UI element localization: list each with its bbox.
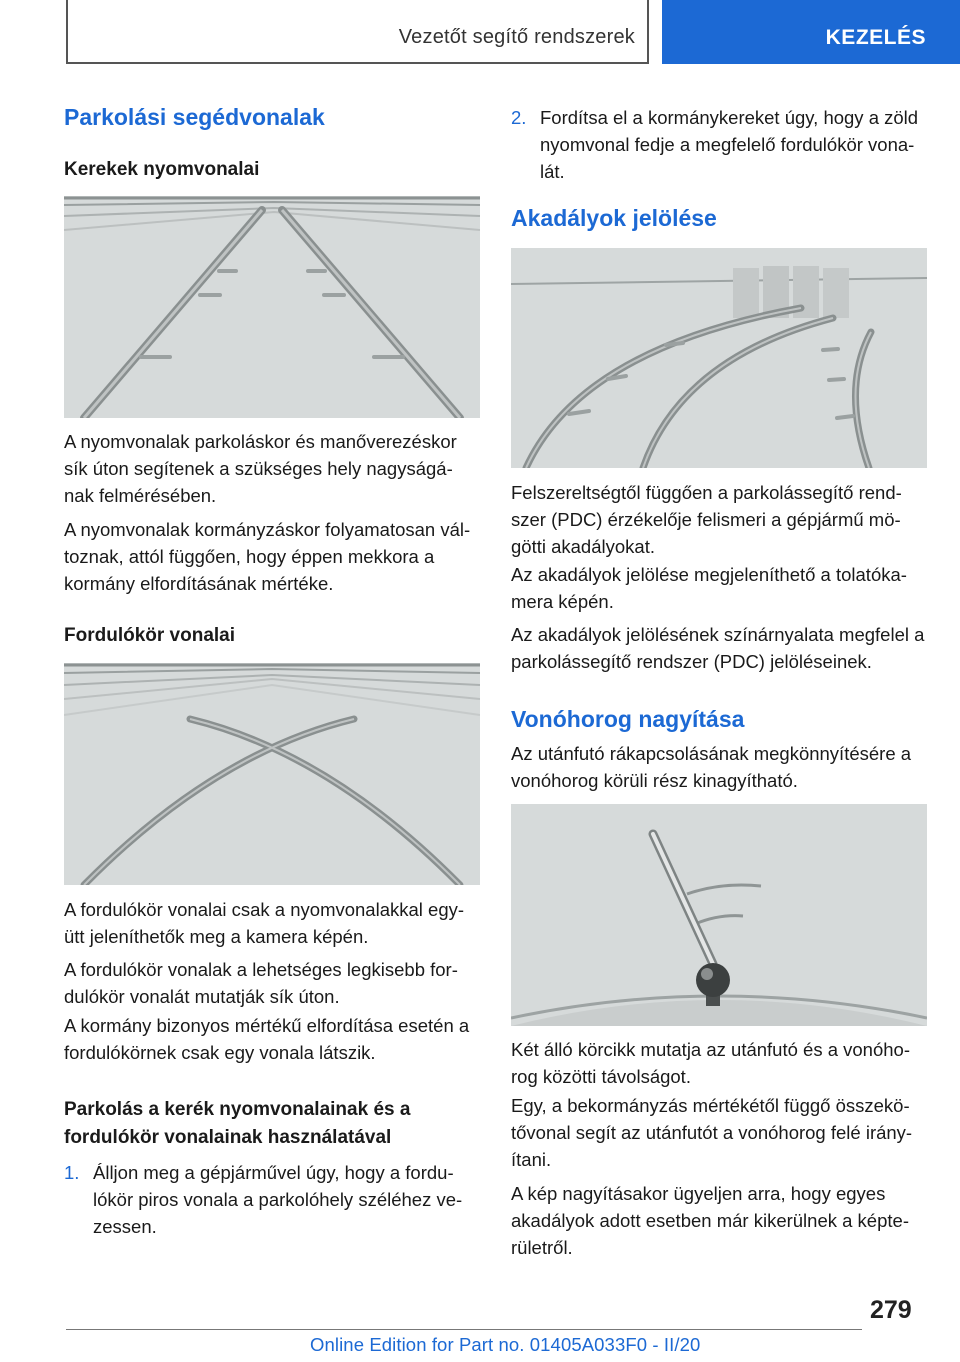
header-section-title: Vezetőt segítő rendszerek [398,26,635,48]
figure-wheel-tracks [64,196,480,418]
paragraph-zoom-warning: A kép nagyításakor ügyeljen arra, hogy egyes akadályok adott esetben már kikerülnek a képte-rületről. [511,1183,909,1258]
paragraph-turning-single: A kormány bizonyos mértékű elfordítása esetén a fordulókörnek csak egy vonala látszik. [64,1015,470,1063]
section-title-parking-lines: Parkolási segédvonalak [64,104,325,130]
paragraph-color-shade: Az akadályok jelölésének színárnyalata megfelel a parkolássegítő rendszer (PDC) jelöléseinek. [511,624,925,672]
paragraph-guide-line: Egy, a bekormányzás mértékétől függő összekö-tővonal segít az utánfutót a vonóhorog felé irány-ítani. [511,1095,913,1170]
section-title-hitch-zoom: Vonóhorog nagyítása [511,706,745,732]
paragraph-pdc-sensor: Felszereltségtől függően a parkolássegítő rend-szer (PDC) érzékelője felismeri a gépjármű mö-götti akadályokat. [511,482,902,557]
paragraph-turning-minimum: A fordulókör vonalak a lehetséges legkisebb for-dulókör vonalát mutatják sík úton. [64,959,458,1007]
header-chapter [662,0,960,64]
header-chapter-title: KEZELÉS [825,26,926,49]
footer-edition: Online Edition for Part no. 01405A033F0 - II/20 [310,1334,701,1355]
paragraph-hitch-zoom: Az utánfutó rákapcsolásának megkönnyítésére a vonóhorog körüli rész kinagyítható. [511,743,912,791]
paragraph-distance-sectors: Két álló körcikk mutatja az utánfutó és a vonóho-rog közötti távolságot. [511,1039,910,1087]
step-number: 1. [64,1162,80,1183]
figure-hitch-zoom [511,804,927,1026]
paragraph-tracks-purpose: A nyomvonalak parkoláskor és manőverezéskor sík úton segítenek a szükséges hely nagyságá-nak felmérésében. [64,431,457,506]
list-item-step-1 [64,1159,484,1241]
figure-obstacle-marking [511,248,927,468]
subheading-wheel-tracks: Kerekek nyomvonalai [64,159,260,180]
step-number: 2. [511,107,527,128]
footer-divider [66,1329,862,1330]
paragraph-tracks-change: A nyomvonalak kormányzáskor folyamatosan vál-toznak, attól függően, hogy éppen mekkora a kormány elfordításának mértéke. [64,519,471,594]
header-section [66,0,649,64]
list-item-step-2 [511,104,931,186]
subheading-parking-usage: Parkolás a kerék nyomvonalainak és a fordulókör vonalainak használatával [64,1099,411,1148]
subheading-turning-circle: Fordulókör vonalai [64,625,236,646]
step-text: Álljon meg a gépjárművel úgy, hogy a fordu-lókör piros vonala a parkolóhely széléhez ve-zessen. [93,1162,463,1237]
step-text: Fordítsa el a kormánykereket úgy, hogy a zöld nyomvonal fedje a megfelelő fordulókör vona-lát. [540,107,919,182]
page-number: 279 [870,1296,912,1324]
figure-turning-circle [64,663,480,885]
section-title-obstacles: Akadályok jelölése [511,205,717,231]
paragraph-camera-display: Az akadályok jelölése megjeleníthető a tolatóka-mera képén. [511,564,907,612]
paragraph-turning-visible: A fordulókör vonalai csak a nyomvonalakkal egy-ütt jeleníthetők meg a kamera képén. [64,899,465,947]
